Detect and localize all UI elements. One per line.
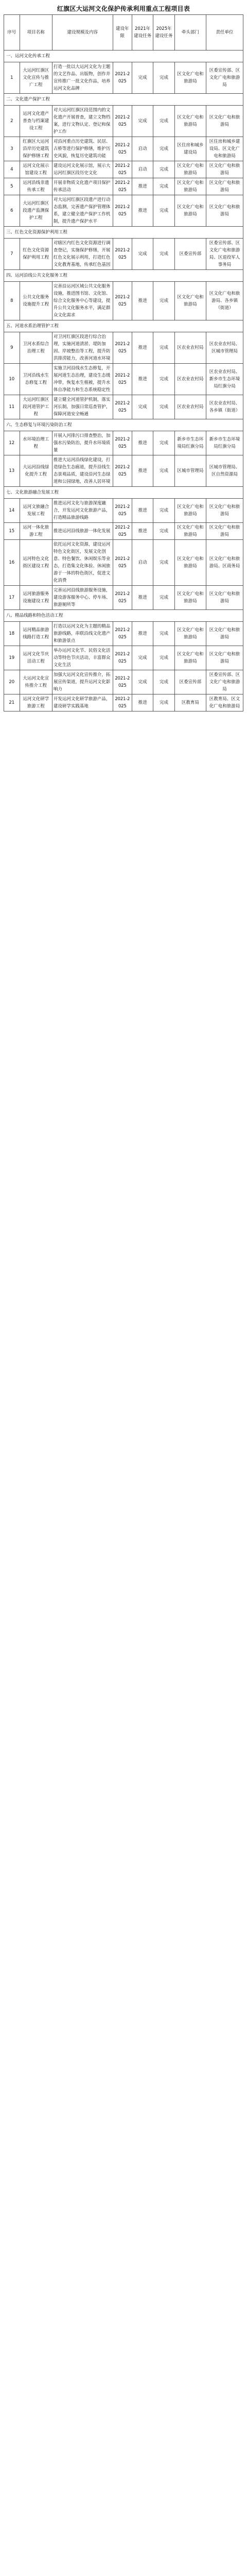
table-row [4,106,243,137]
table-row [4,670,243,694]
row-period: 2021-2025 [113,62,132,94]
row-end: 完成 [153,431,174,455]
row-period: 2021-2025 [113,332,132,364]
row-content: 加强大运河文化宣传推介，拓展宣传渠道，提升运河文化影响力 [52,670,113,694]
row-no: 20 [4,670,20,694]
row-name: 运河文化节庆活动工程 [20,646,52,670]
row-period: 2021-2025 [113,646,132,670]
row-end: 完成 [153,161,174,178]
row-content: 推进大运河沿线绿化建设，打造绿色生态廊道，提升沿线生态景观品质，建设沿河生态绿道和公园绿地，改善人居环境 [52,455,113,487]
table-row [4,332,243,364]
row-content: 对辖区内红色文化资源进行调查登记，实施保护修缮，开展红色文化展示利用，打造红色文化教育基地，传承红色基因 [52,239,113,270]
row-lead: 区文化广电和旅游局 [174,282,206,320]
row-content: 推进运河文化与旅游深度融合，开发运河文化旅游产品，打造精品旅游线路 [52,499,113,523]
row-start: 推进 [132,622,153,646]
row-end: 完成 [153,239,174,270]
table-row [4,364,243,395]
row-lead: 区文化广电和旅游局 [174,161,206,178]
section-header-row [4,50,243,62]
table-row [4,282,243,320]
row-name: 运河文化研学旅游工程 [20,694,52,711]
section-header-row [4,227,243,239]
row-end: 完成 [153,540,174,586]
row-content: 开展入河排污口排查整治，加强水污染防治，提升水环境质量 [52,431,113,455]
row-content: 建立健全河道管护机制，落实河长制，加强日常巡查管护，保障河道安全畅通 [52,395,113,419]
section-label: 五、河道水系治理管护工程 [4,320,243,332]
section-header-row [4,320,243,332]
section-label: 二、文化遗产保护工程 [4,94,243,106]
section-header-row [4,94,243,106]
row-name: 运河精品旅游线路打造工程 [20,622,52,646]
section-label: 七、文化旅游融合发展工程 [4,487,243,499]
row-no: 18 [4,622,20,646]
row-lead: 区文化广电和旅游局 [174,195,206,227]
row-lead: 区文化广电和旅游局 [174,62,206,94]
row-start: 完成 [132,62,153,94]
table-row [4,694,243,711]
row-lead: 区文化广电和旅游局 [174,586,206,610]
row-lead: 区文化广电和旅游局 [174,646,206,670]
row-lead: 区城市管理局 [174,455,206,487]
row-period: 2021-2025 [113,455,132,487]
row-name: 大运河红旗区段河道管护工程 [20,395,52,419]
section-label: 一、运河文化传承工程 [4,50,243,62]
row-name: 运河文旅融合发展工程 [20,499,52,523]
row-name: 运河旅游服务设施建设工程 [20,586,52,610]
row-name: 水环境治理工程 [20,431,52,455]
row-start: 推进 [132,523,153,540]
row-end: 完成 [153,395,174,419]
row-period: 2021-2025 [113,195,132,227]
row-resp: 区委宣传部、区文化广电和旅游局 [206,62,243,94]
table-row [4,137,243,161]
row-no: 2 [4,106,20,137]
row-resp: 新乡市生态环境局红旗分局 [206,431,243,455]
row-name: 运河文化展示馆建设工程 [20,161,52,178]
row-no: 1 [4,62,20,94]
row-resp: 区文化广电和旅游局 [206,646,243,670]
row-start: 推进 [132,431,153,455]
document-title: 红旗区大运河文化保护传承利用重点工程项目表 [57,5,190,12]
row-resp: 区文化广电和旅游局、各乡镇（街道） [206,282,243,320]
row-name: 运河沿线非遗传承工程 [20,178,52,195]
row-lead: 区文化广电和旅游局 [174,622,206,646]
row-end: 完成 [153,622,174,646]
row-start: 启动 [132,137,153,161]
row-end: 完成 [153,670,174,694]
row-end: 完成 [153,62,174,94]
row-resp: 区住房和城乡建设局、区文化广电和旅游局 [206,137,243,161]
row-content: 完善沿运河区域公共文化服务设施，推进图书馆、文化馆、综合文化服务中心等建设，提升公共文化服务水平，满足群众文化需求 [52,282,113,320]
row-period: 2021-2025 [113,239,132,270]
section-header-row [4,270,243,282]
row-end: 完成 [153,523,174,540]
row-no: 5 [4,178,20,195]
row-period: 2021-2025 [113,622,132,646]
row-no: 10 [4,364,20,395]
row-start: 推进 [132,499,153,523]
row-content: 对大运河红旗区段遗产进行动态监测，完善遗产保护管理体系，建立健全遗产保护工作机制，提升遗产保护水平 [52,195,113,227]
table-row [4,161,243,178]
row-lead: 区教育局 [174,694,206,711]
row-start: 推进 [132,455,153,487]
table-row [4,622,243,646]
row-end: 完成 [153,178,174,195]
row-resp: 区委宣传部、区文化广电和旅游局、区退役军人事务局 [206,239,243,270]
row-period: 2021-2025 [113,670,132,694]
row-name: 运河一体化旅游工程 [20,523,52,540]
row-lead: 区文化广电和旅游局 [174,499,206,523]
row-name: 红旗区大运河沿岸历史建筑保护修缮工程 [20,137,52,161]
row-lead: 区农业农村局 [174,364,206,395]
row-period: 2021-2025 [113,106,132,137]
row-no: 3 [4,137,20,161]
row-start: 启动 [132,540,153,586]
project-table [4,14,243,711]
row-no: 8 [4,282,20,320]
row-name: 红色文化资源保护利用工程 [20,239,52,270]
table-row [4,239,243,270]
row-resp: 区文化广电和旅游局 [206,161,243,178]
table-row [4,431,243,455]
row-period: 2021-2025 [113,395,132,419]
row-content: 依托运河文化资源，建设运河特色文化街区，发展文化创意、特色餐饮、休闲娱乐等业态，打造集文化体验、休闲旅游于一体的特色街区，促进文化消费 [52,540,113,586]
row-content: 打造以运河文化为主题的精品旅游线路，串联沿线文化遗产和旅游景点 [52,622,113,646]
table-row [4,455,243,487]
table-row [4,499,243,523]
row-lead: 区委宣传部 [174,670,206,694]
row-resp: 区文化广电和旅游局、区商务局 [206,540,243,586]
row-name: 大运河沿线绿化提升工程 [20,455,52,487]
section-header-row [4,419,243,431]
row-start: 完成 [132,670,153,694]
header-resp: 责任单位 [206,15,243,50]
section-label: 三、红色文化资源保护利用工程 [4,227,243,239]
row-start: 推进 [132,195,153,227]
row-start: 完成 [132,106,153,137]
row-name: 大运河红旗区段遗产监测保护工程 [20,195,52,227]
row-end: 完成 [153,499,174,523]
row-period: 2021-2025 [113,137,132,161]
row-resp: 区文化广电和旅游局 [206,499,243,523]
row-period: 2021-2025 [113,694,132,711]
table-row [4,195,243,227]
row-end: 完成 [153,586,174,610]
row-content: 推进运河沿线旅游一体化发展 [52,523,113,540]
row-content: 对大运河红旗区段范围内的文化遗产开展普查，建立文物档案，进行文物认定、登记和保护工作 [52,106,113,137]
row-start: 完成 [132,646,153,670]
row-lead: 新乡市生态环境局红旗分局 [174,431,206,455]
row-content: 开发运河文化研学旅游产品，建设研学实践基地 [52,694,113,711]
row-period: 2021-2025 [113,282,132,320]
row-resp: 区农业农村局、各乡镇（街道） [206,395,243,419]
table-row [4,395,243,419]
section-header-row [4,610,243,622]
row-no: 14 [4,499,20,523]
row-period: 2021-2025 [113,161,132,178]
header-start: 2021年建设任务 [132,15,153,50]
row-start: 推进 [132,586,153,610]
row-lead: 区农业农村局 [174,395,206,419]
header-end: 2025年建设任务 [153,15,174,50]
row-lead: 区住房和城乡建设局 [174,137,206,161]
row-name: 大运河红旗区文化宣传与推广工程 [20,62,52,94]
row-start: 推进 [132,694,153,711]
row-start: 推进 [132,364,153,395]
row-period: 2021-2025 [113,523,132,540]
row-no: 16 [4,540,20,586]
header-period: 建设年限 [113,15,132,50]
header-content: 建设规模及内容 [52,15,113,50]
row-end: 完成 [153,137,174,161]
row-lead: 区文化广电和旅游局 [174,106,206,137]
row-no: 7 [4,239,20,270]
section-header-row [4,487,243,499]
row-name: 卫河水系综合治理工程 [20,332,52,364]
row-resp: 区农业农村局、新乡市生态环境局红旗分局 [206,364,243,395]
row-end: 完成 [153,364,174,395]
row-start: 启动 [132,161,153,178]
row-period: 2021-2025 [113,540,132,586]
row-resp: 区教育局、区文化广电和旅游局 [206,694,243,711]
row-resp: 区农业农村局、区城市管理局 [206,332,243,364]
row-content: 建设运河文化展示馆，展示大运河红旗区段历史文化 [52,161,113,178]
row-resp: 区文化广电和旅游局 [206,586,243,610]
header-name: 项目名称 [20,15,52,50]
row-end: 完成 [153,106,174,137]
row-start: 完成 [132,239,153,270]
row-content: 开展非物质文化遗产项目保护传承活动 [52,178,113,195]
table-row [4,646,243,670]
row-start: 完成 [132,395,153,419]
row-content: 对沿河重点历史建筑、民居、古桥等进行保护修缮，维护历史风貌，恢复历史建筑功能 [52,137,113,161]
row-no: 12 [4,431,20,455]
table-header-row [4,15,243,50]
header-lead: 牵头部门 [174,15,206,50]
row-period: 2021-2025 [113,178,132,195]
row-name: 卫河沿线水生态修复工程 [20,364,52,395]
row-lead: 区文化广电和旅游局 [174,523,206,540]
row-period: 2021-2025 [113,431,132,455]
row-resp: 区文化广电和旅游局 [206,622,243,646]
row-no: 6 [4,195,20,227]
row-end: 完成 [153,195,174,227]
row-no: 19 [4,646,20,670]
row-start: 推进 [132,178,153,195]
row-lead: 区文化广电和旅游局 [174,178,206,195]
row-content: 实施卫河沿线水生态修复，开展河道生态治理，建设生态缓冲带，恢复水生植被，提升水体自净能力和生态系统稳定性 [52,364,113,395]
row-content: 对卫河红旗区段进行综合治理，实施河道清淤、堤防加固、岸坡整治等工程，提升防洪排涝能力，改善河道水环境 [52,332,113,364]
row-start: 推进 [132,282,153,320]
row-name: 运河特色文化街区建设工程 [20,540,52,586]
header-no: 序号 [4,15,20,50]
row-resp: 区文化广电和旅游局 [206,195,243,227]
row-end: 完成 [153,455,174,487]
row-no: 13 [4,455,20,487]
table-row [4,62,243,94]
table-row [4,586,243,610]
section-label: 四、运河沿线公共文化服务工程 [4,270,243,282]
table-body [4,50,243,711]
row-start: 推进 [132,332,153,364]
row-resp: 区文化广电和旅游局 [206,523,243,540]
row-content: 举办运河文化节、民俗文化活动等特色节庆活动，丰富群众文化生活 [52,646,113,670]
row-lead: 区委宣传部 [174,239,206,270]
table-row [4,178,243,195]
row-end: 完成 [153,282,174,320]
section-label: 六、生态修复与环境污染防治工程 [4,419,243,431]
section-label: 八、精品线路和特色活动工程 [4,610,243,622]
row-resp: 区委宣传部、区文化广电和旅游局 [206,670,243,694]
row-content: 打造一批以大运河文化为主题的文艺作品、出版物，创作并宣传推广一批文化作品，培养运河文化品牌 [52,62,113,94]
row-name: 公共文化服务设施提升工程 [20,282,52,320]
row-no: 15 [4,523,20,540]
row-no: 17 [4,586,20,610]
row-name: 大运河文化宣传推介工程 [20,670,52,694]
row-end: 完成 [153,332,174,364]
row-period: 2021-2025 [113,586,132,610]
table-row [4,540,243,586]
row-no: 21 [4,694,20,711]
row-resp: 区文化广电和旅游局 [206,178,243,195]
row-no: 4 [4,161,20,178]
row-lead: 区农业农村局 [174,332,206,364]
row-end: 完成 [153,646,174,670]
row-name: 运河文化遗产普查与档案建设工程 [20,106,52,137]
row-no: 9 [4,332,20,364]
row-end: 完成 [153,694,174,711]
table-row [4,523,243,540]
row-content: 完善运河沿线旅游服务设施，建设游客服务中心、停车场、旅游厕所等 [52,586,113,610]
row-lead: 区文化广电和旅游局 [174,540,206,586]
row-period: 2021-2025 [113,499,132,523]
row-resp: 区文化广电和旅游局 [206,106,243,137]
row-resp: 区城市管理局、区自然资源局 [206,455,243,487]
row-no: 11 [4,395,20,419]
row-period: 2021-2025 [113,364,132,395]
